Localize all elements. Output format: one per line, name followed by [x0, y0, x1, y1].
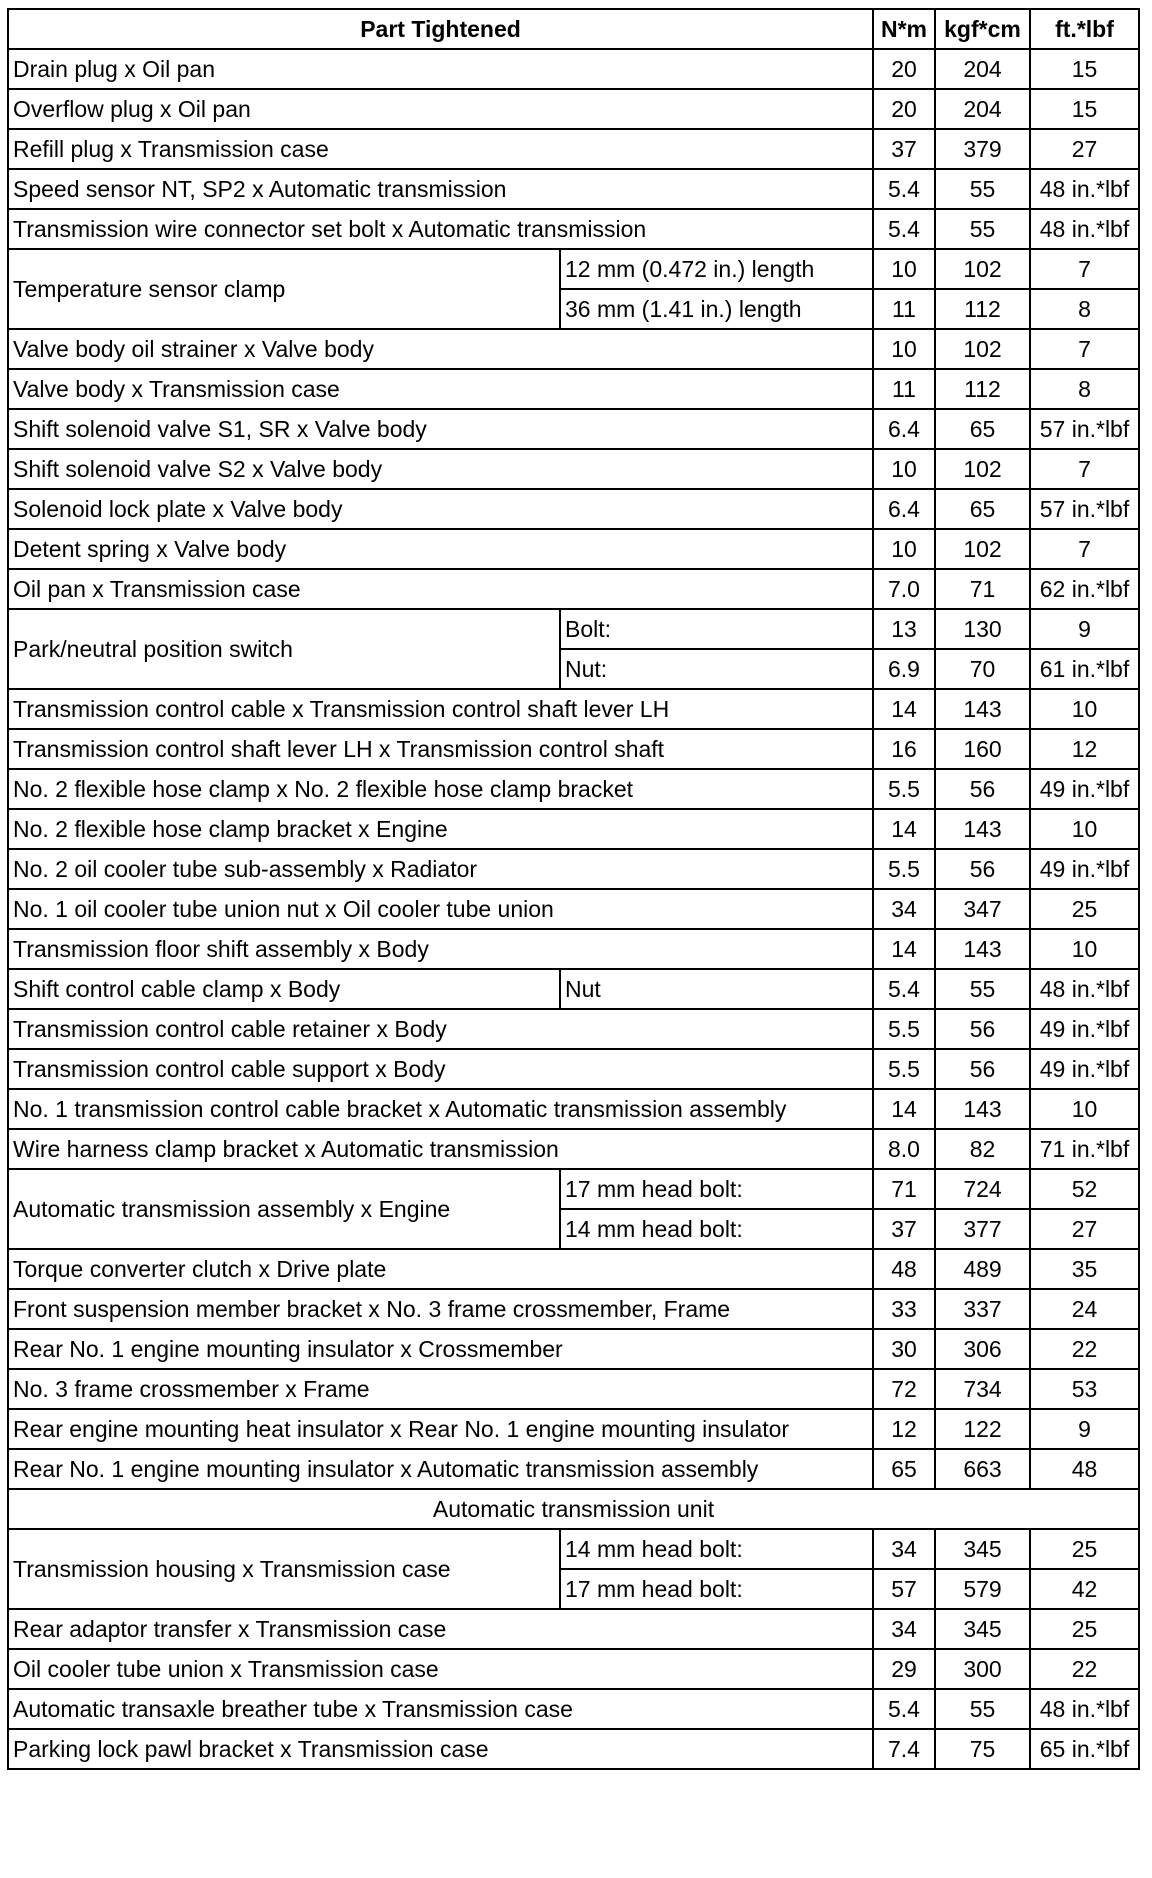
torque-nm-cell: 5.5 — [873, 1009, 935, 1049]
table-row — [8, 1129, 1139, 1169]
header-ftlbf: ft.*lbf — [1030, 9, 1139, 49]
part-condition-cell: Nut: — [560, 649, 873, 689]
torque-ftlbf-cell: 35 — [1030, 1249, 1139, 1289]
part-condition-cell: Nut — [560, 969, 873, 1009]
table-row — [8, 1049, 1139, 1089]
torque-ftlbf-cell: 27 — [1030, 129, 1139, 169]
torque-nm-cell: 14 — [873, 1089, 935, 1129]
table-row — [8, 129, 1139, 169]
table-row — [8, 1369, 1139, 1409]
torque-kgfcm-cell: 130 — [935, 609, 1030, 649]
table-body — [8, 49, 1139, 1769]
header-nm: N*m — [873, 9, 935, 49]
part-name-cell: Detent spring x Valve body — [8, 529, 873, 569]
torque-nm-cell: 20 — [873, 89, 935, 129]
torque-ftlbf-cell: 48 in.*lbf — [1030, 169, 1139, 209]
torque-ftlbf-cell: 71 in.*lbf — [1030, 1129, 1139, 1169]
part-name-cell: No. 1 oil cooler tube union nut x Oil cooler tube union — [8, 889, 873, 929]
part-name-cell: Drain plug x Oil pan — [8, 49, 873, 89]
torque-kgfcm-cell: 579 — [935, 1569, 1030, 1609]
torque-nm-cell: 5.5 — [873, 1049, 935, 1089]
section-header-row — [8, 1489, 1139, 1529]
torque-kgfcm-cell: 663 — [935, 1449, 1030, 1489]
part-condition-cell: 36 mm (1.41 in.) length — [560, 289, 873, 329]
torque-kgfcm-cell: 724 — [935, 1169, 1030, 1209]
table-row — [8, 409, 1139, 449]
torque-ftlbf-cell: 15 — [1030, 49, 1139, 89]
torque-ftlbf-cell: 48 in.*lbf — [1030, 1689, 1139, 1729]
torque-kgfcm-cell: 122 — [935, 1409, 1030, 1449]
torque-nm-cell: 34 — [873, 889, 935, 929]
table-row — [8, 1529, 1139, 1569]
torque-nm-cell: 71 — [873, 1169, 935, 1209]
part-name-cell: Solenoid lock plate x Valve body — [8, 489, 873, 529]
torque-nm-cell: 10 — [873, 249, 935, 289]
torque-nm-cell: 5.4 — [873, 969, 935, 1009]
part-name-cell: Temperature sensor clamp — [8, 249, 560, 329]
torque-nm-cell: 5.4 — [873, 209, 935, 249]
part-name-cell: Shift solenoid valve S1, SR x Valve body — [8, 409, 873, 449]
torque-nm-cell: 29 — [873, 1649, 935, 1689]
part-name-cell: Refill plug x Transmission case — [8, 129, 873, 169]
table-row — [8, 1289, 1139, 1329]
torque-nm-cell: 10 — [873, 529, 935, 569]
torque-kgfcm-cell: 347 — [935, 889, 1030, 929]
torque-ftlbf-cell: 48 in.*lbf — [1030, 969, 1139, 1009]
torque-kgfcm-cell: 55 — [935, 169, 1030, 209]
part-condition-cell: 14 mm head bolt: — [560, 1209, 873, 1249]
torque-nm-cell: 72 — [873, 1369, 935, 1409]
torque-nm-cell: 16 — [873, 729, 935, 769]
part-name-cell: No. 3 frame crossmember x Frame — [8, 1369, 873, 1409]
torque-ftlbf-cell: 22 — [1030, 1329, 1139, 1369]
torque-ftlbf-cell: 25 — [1030, 1529, 1139, 1569]
table-row — [8, 329, 1139, 369]
torque-kgfcm-cell: 55 — [935, 1689, 1030, 1729]
torque-nm-cell: 34 — [873, 1529, 935, 1569]
torque-kgfcm-cell: 102 — [935, 249, 1030, 289]
table-row — [8, 1329, 1139, 1369]
torque-ftlbf-cell: 7 — [1030, 249, 1139, 289]
table-row — [8, 1009, 1139, 1049]
torque-ftlbf-cell: 48 — [1030, 1449, 1139, 1489]
torque-kgfcm-cell: 56 — [935, 769, 1030, 809]
part-name-cell: Transmission control shaft lever LH x Transmission control shaft — [8, 729, 873, 769]
torque-kgfcm-cell: 204 — [935, 49, 1030, 89]
table-row — [8, 769, 1139, 809]
torque-nm-cell: 57 — [873, 1569, 935, 1609]
torque-ftlbf-cell: 24 — [1030, 1289, 1139, 1329]
torque-nm-cell: 10 — [873, 329, 935, 369]
torque-nm-cell: 5.5 — [873, 849, 935, 889]
torque-nm-cell: 7.0 — [873, 569, 935, 609]
torque-kgfcm-cell: 102 — [935, 449, 1030, 489]
torque-kgfcm-cell: 143 — [935, 1089, 1030, 1129]
table-row — [8, 689, 1139, 729]
torque-ftlbf-cell: 62 in.*lbf — [1030, 569, 1139, 609]
part-name-cell: Rear adaptor transfer x Transmission case — [8, 1609, 873, 1649]
torque-nm-cell: 13 — [873, 609, 935, 649]
table-row — [8, 449, 1139, 489]
torque-nm-cell: 6.9 — [873, 649, 935, 689]
torque-kgfcm-cell: 56 — [935, 1009, 1030, 1049]
torque-ftlbf-cell: 15 — [1030, 89, 1139, 129]
table-row — [8, 609, 1139, 649]
torque-nm-cell: 6.4 — [873, 409, 935, 449]
part-name-cell: Automatic transaxle breather tube x Transmission case — [8, 1689, 873, 1729]
part-name-cell: Torque converter clutch x Drive plate — [8, 1249, 873, 1289]
torque-nm-cell: 11 — [873, 369, 935, 409]
torque-nm-cell: 34 — [873, 1609, 935, 1649]
torque-ftlbf-cell: 57 in.*lbf — [1030, 489, 1139, 529]
part-name-cell: Transmission control cable x Transmission control shaft lever LH — [8, 689, 873, 729]
torque-nm-cell: 37 — [873, 1209, 935, 1249]
table-row — [8, 1409, 1139, 1449]
header-part-tightened: Part Tightened — [8, 9, 873, 49]
torque-nm-cell: 14 — [873, 689, 935, 729]
torque-ftlbf-cell: 49 in.*lbf — [1030, 1049, 1139, 1089]
part-name-cell: Transmission control cable retainer x Body — [8, 1009, 873, 1049]
part-name-cell: Front suspension member bracket x No. 3 frame crossmember, Frame — [8, 1289, 873, 1329]
torque-kgfcm-cell: 71 — [935, 569, 1030, 609]
table-row — [8, 1249, 1139, 1289]
torque-ftlbf-cell: 7 — [1030, 449, 1139, 489]
torque-kgfcm-cell: 143 — [935, 929, 1030, 969]
part-name-cell: Rear No. 1 engine mounting insulator x Automatic transmission assembly — [8, 1449, 873, 1489]
table-row — [8, 1689, 1139, 1729]
part-name-cell: Park/neutral position switch — [8, 609, 560, 689]
torque-kgfcm-cell: 345 — [935, 1609, 1030, 1649]
part-name-cell: Transmission wire connector set bolt x Automatic transmission — [8, 209, 873, 249]
part-name-cell: No. 1 transmission control cable bracket x Automatic transmission assembly — [8, 1089, 873, 1129]
part-name-cell: Valve body x Transmission case — [8, 369, 873, 409]
table-row — [8, 569, 1139, 609]
torque-ftlbf-cell: 7 — [1030, 529, 1139, 569]
table-row — [8, 969, 1139, 1009]
torque-ftlbf-cell: 27 — [1030, 1209, 1139, 1249]
torque-nm-cell: 5.4 — [873, 169, 935, 209]
table-row — [8, 849, 1139, 889]
part-name-cell: Oil pan x Transmission case — [8, 569, 873, 609]
torque-ftlbf-cell: 8 — [1030, 289, 1139, 329]
torque-kgfcm-cell: 489 — [935, 1249, 1030, 1289]
torque-kgfcm-cell: 379 — [935, 129, 1030, 169]
torque-nm-cell: 30 — [873, 1329, 935, 1369]
torque-kgfcm-cell: 56 — [935, 849, 1030, 889]
torque-kgfcm-cell: 112 — [935, 369, 1030, 409]
torque-nm-cell: 10 — [873, 449, 935, 489]
torque-ftlbf-cell: 49 in.*lbf — [1030, 769, 1139, 809]
table-row — [8, 529, 1139, 569]
part-name-cell: Speed sensor NT, SP2 x Automatic transmission — [8, 169, 873, 209]
table-row — [8, 209, 1139, 249]
torque-nm-cell: 5.5 — [873, 769, 935, 809]
torque-kgfcm-cell: 55 — [935, 209, 1030, 249]
table-row — [8, 169, 1139, 209]
table-row — [8, 1089, 1139, 1129]
torque-spec-sheet — [7, 8, 1140, 1770]
table-row — [8, 889, 1139, 929]
torque-kgfcm-cell: 377 — [935, 1209, 1030, 1249]
part-name-cell: No. 2 flexible hose clamp x No. 2 flexible hose clamp bracket — [8, 769, 873, 809]
torque-nm-cell: 48 — [873, 1249, 935, 1289]
part-name-cell: Overflow plug x Oil pan — [8, 89, 873, 129]
part-name-cell: Valve body oil strainer x Valve body — [8, 329, 873, 369]
torque-nm-cell: 12 — [873, 1409, 935, 1449]
part-name-cell: No. 2 oil cooler tube sub-assembly x Radiator — [8, 849, 873, 889]
part-name-cell: Shift solenoid valve S2 x Valve body — [8, 449, 873, 489]
torque-ftlbf-cell: 10 — [1030, 929, 1139, 969]
torque-kgfcm-cell: 56 — [935, 1049, 1030, 1089]
torque-ftlbf-cell: 25 — [1030, 889, 1139, 929]
torque-nm-cell: 37 — [873, 129, 935, 169]
part-name-cell: Automatic transmission assembly x Engine — [8, 1169, 560, 1249]
torque-kgfcm-cell: 55 — [935, 969, 1030, 1009]
torque-kgfcm-cell: 306 — [935, 1329, 1030, 1369]
torque-kgfcm-cell: 143 — [935, 689, 1030, 729]
table-row — [8, 489, 1139, 529]
torque-nm-cell: 33 — [873, 1289, 935, 1329]
torque-kgfcm-cell: 300 — [935, 1649, 1030, 1689]
torque-spec-table — [7, 8, 1140, 1770]
torque-kgfcm-cell: 70 — [935, 649, 1030, 689]
torque-kgfcm-cell: 82 — [935, 1129, 1030, 1169]
table-row — [8, 1649, 1139, 1689]
part-name-cell: Shift control cable clamp x Body — [8, 969, 560, 1009]
torque-kgfcm-cell: 143 — [935, 809, 1030, 849]
table-header-row — [8, 9, 1139, 49]
torque-ftlbf-cell: 65 in.*lbf — [1030, 1729, 1139, 1769]
part-name-cell: Rear engine mounting heat insulator x Rear No. 1 engine mounting insulator — [8, 1409, 873, 1449]
table-row — [8, 729, 1139, 769]
header-kgfcm: kgf*cm — [935, 9, 1030, 49]
torque-kgfcm-cell: 65 — [935, 489, 1030, 529]
torque-ftlbf-cell: 7 — [1030, 329, 1139, 369]
part-condition-cell: 12 mm (0.472 in.) length — [560, 249, 873, 289]
torque-ftlbf-cell: 49 in.*lbf — [1030, 849, 1139, 889]
torque-kgfcm-cell: 160 — [935, 729, 1030, 769]
table-row — [8, 89, 1139, 129]
torque-ftlbf-cell: 9 — [1030, 609, 1139, 649]
torque-ftlbf-cell: 48 in.*lbf — [1030, 209, 1139, 249]
torque-ftlbf-cell: 57 in.*lbf — [1030, 409, 1139, 449]
torque-ftlbf-cell: 22 — [1030, 1649, 1139, 1689]
part-name-cell: Wire harness clamp bracket x Automatic transmission — [8, 1129, 873, 1169]
torque-ftlbf-cell: 9 — [1030, 1409, 1139, 1449]
part-condition-cell: 17 mm head bolt: — [560, 1569, 873, 1609]
torque-kgfcm-cell: 345 — [935, 1529, 1030, 1569]
torque-ftlbf-cell: 10 — [1030, 689, 1139, 729]
torque-kgfcm-cell: 337 — [935, 1289, 1030, 1329]
torque-ftlbf-cell: 49 in.*lbf — [1030, 1009, 1139, 1049]
torque-nm-cell: 11 — [873, 289, 935, 329]
torque-nm-cell: 5.4 — [873, 1689, 935, 1729]
torque-nm-cell: 8.0 — [873, 1129, 935, 1169]
torque-kgfcm-cell: 65 — [935, 409, 1030, 449]
torque-nm-cell: 20 — [873, 49, 935, 89]
torque-nm-cell: 14 — [873, 809, 935, 849]
torque-ftlbf-cell: 10 — [1030, 1089, 1139, 1129]
table-row — [8, 1169, 1139, 1209]
torque-nm-cell: 6.4 — [873, 489, 935, 529]
torque-ftlbf-cell: 42 — [1030, 1569, 1139, 1609]
table-row — [8, 1449, 1139, 1489]
table-row — [8, 809, 1139, 849]
table-row — [8, 49, 1139, 89]
table-row — [8, 369, 1139, 409]
part-name-cell: Transmission housing x Transmission case — [8, 1529, 560, 1609]
torque-ftlbf-cell: 53 — [1030, 1369, 1139, 1409]
table-row — [8, 1609, 1139, 1649]
table-row — [8, 249, 1139, 289]
section-label: Automatic transmission unit — [8, 1489, 1139, 1529]
torque-ftlbf-cell: 61 in.*lbf — [1030, 649, 1139, 689]
torque-kgfcm-cell: 204 — [935, 89, 1030, 129]
table-row — [8, 1729, 1139, 1769]
part-name-cell: Parking lock pawl bracket x Transmission case — [8, 1729, 873, 1769]
torque-ftlbf-cell: 25 — [1030, 1609, 1139, 1649]
torque-kgfcm-cell: 734 — [935, 1369, 1030, 1409]
torque-nm-cell: 65 — [873, 1449, 935, 1489]
part-name-cell: Oil cooler tube union x Transmission case — [8, 1649, 873, 1689]
torque-ftlbf-cell: 10 — [1030, 809, 1139, 849]
part-condition-cell: 17 mm head bolt: — [560, 1169, 873, 1209]
part-name-cell: No. 2 flexible hose clamp bracket x Engine — [8, 809, 873, 849]
torque-ftlbf-cell: 52 — [1030, 1169, 1139, 1209]
torque-kgfcm-cell: 112 — [935, 289, 1030, 329]
part-name-cell: Transmission control cable support x Body — [8, 1049, 873, 1089]
torque-kgfcm-cell: 75 — [935, 1729, 1030, 1769]
torque-ftlbf-cell: 8 — [1030, 369, 1139, 409]
table-row — [8, 929, 1139, 969]
part-name-cell: Transmission floor shift assembly x Body — [8, 929, 873, 969]
part-name-cell: Rear No. 1 engine mounting insulator x Crossmember — [8, 1329, 873, 1369]
torque-kgfcm-cell: 102 — [935, 529, 1030, 569]
part-condition-cell: 14 mm head bolt: — [560, 1529, 873, 1569]
torque-nm-cell: 14 — [873, 929, 935, 969]
part-condition-cell: Bolt: — [560, 609, 873, 649]
torque-ftlbf-cell: 12 — [1030, 729, 1139, 769]
torque-kgfcm-cell: 102 — [935, 329, 1030, 369]
torque-nm-cell: 7.4 — [873, 1729, 935, 1769]
